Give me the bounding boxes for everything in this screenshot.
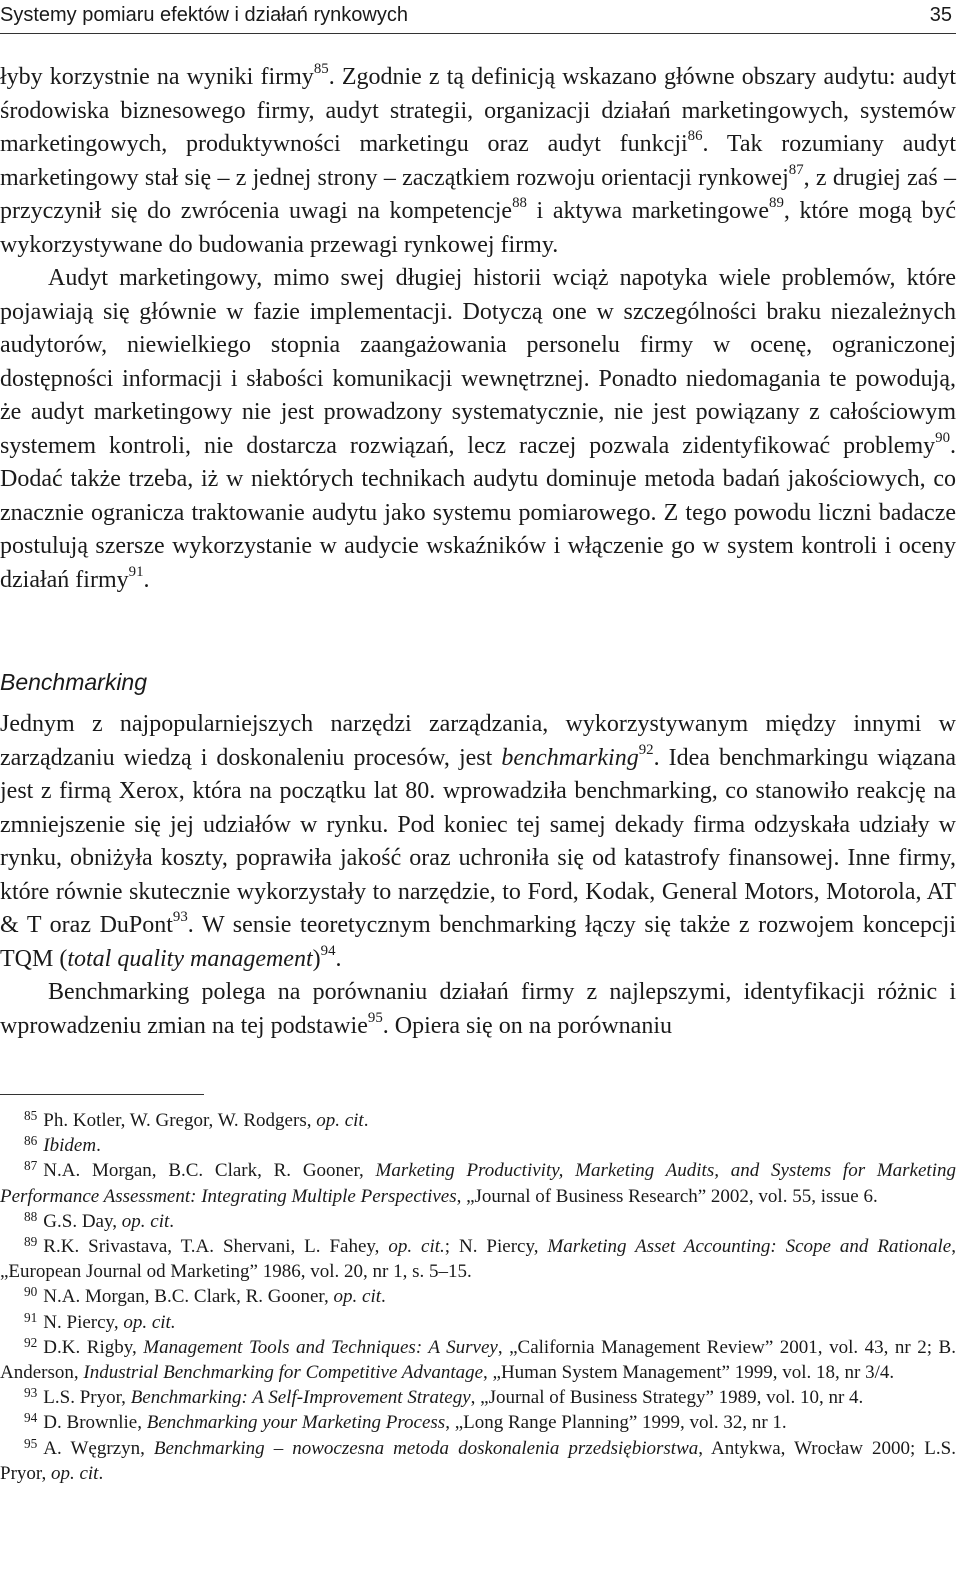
footnote-87: $^{87}$ N.A. Morgan, B.C. Clark, R. Gooner, Marketing Productivity, Marketing Audits, and Systems for Marketing Performance Assessment: Integrating Multiple Perspectives, „Journal of Business Research” 2002, vol. 55, issue 6. [0,1158,956,1207]
paragraph-3: Jednym z najpopularniejszych narzędzi zarządzania, wykorzystywanym między innymi w zarządzaniu wiedzą i doskonaleniu procesów, jest benchmarking$^{92}$. Idea benchmarkingu wiązana jest z firmą Xerox, która na początku lat 80. wprowadziła benchmarking, co stanowiło reakcję na zmniejszenie się jej udziałów w rynku. Pod koniec tej samej dekady firma odzyskała udziały w rynku, obniżyła koszty, poprawiła jakość oraz uchroniła się od katastrofy finansowej. Inne firmy, które równie skutecznie wykorzystały to narzędzie, to Ford, Kodak, General Motors, Motorola, AT & T oraz DuPont$^{93}$. W sensie teoretycznym benchmarking łączy się także z rozwojem koncepcji TQM (total quality management)$^{94}$. [0,711,956,972]
footnote-95: $^{95}$ A. Węgrzyn, Benchmarking – nowoczesna metoda doskonalenia przedsiębiorstwa, Antykwa, Wrocław 2000; L.S. Pryor, op. cit. [0,1435,956,1484]
footnote-ref-95[interactable]: 95 [367,1009,383,1026]
footnote-number: 88 [24,1208,38,1224]
footnote-ref-90[interactable]: 90 [935,429,950,446]
footnote-separator [0,1094,204,1095]
body-text-bottom [0,708,956,1043]
footnote-ref-85[interactable]: 85 [313,60,329,77]
footnote-ref-93[interactable]: 93 [172,908,188,925]
footnote-number: 90 [24,1284,38,1300]
footnote-ref-88[interactable]: 88 [512,194,527,211]
footnote-89: $^{89}$ R.K. Srivastava, T.A. Shervani, L. Fahey, op. cit.; N. Piercy, Marketing Asset Accounting: Scope and Rationale, „European Journal od Marketing” 1986, vol. 20, nr 1, s. 5–15. [0,1234,956,1283]
footnote-ref-91[interactable]: 91 [128,563,144,580]
footnote-ref-89[interactable]: 89 [769,194,784,211]
running-header-title: Systemy pomiaru efektów i działań rynkowych [0,4,408,26]
paragraph-2: Audyt marketingowy, mimo swej długiej historii wciąż napotyka wiele problemów, które pojawiają się głównie w fazie implementacji. Dotyczą one w szczególności braku niezależnych audytorów, niewielkiego stopnia zaangażowania personelu firmy w ocenę, ograniczonej dostępności informacji i słabości komunikacji wewnętrznej. Ponadto niedomagania te powodują, że audyt marketingowy nie jest prowadzony systematycznie, nie jest powiązany z całościowym systemem kontroli, nie dostarcza rozwiązań, lecz raczej pozwala zidentyfikować problemy$^{90}$. Dodać także trzeba, iż w niektórych technikach audytu dominuje metoda badań jakościowych, co znacznie ogranicza traktowanie audytu jako systemu pomiarowego. Z tego powodu liczni badacze postulują szersze wykorzystanie w audycie wskaźników i włączenie go w system kontroli i oceny działań firmy$^{91}$. [0,265,956,593]
footnote-90: $^{90}$ N.A. Morgan, B.C. Clark, R. Gooner, op. cit. [24,1284,386,1308]
footnote-ref-87[interactable]: 87 [788,161,804,178]
footnote-91: $^{91}$ N. Piercy, op. cit. [24,1309,176,1333]
footnote-ref-92[interactable]: 92 [638,741,654,758]
page-number: 35 [929,4,952,26]
footnote-92: $^{92}$ D.K. Rigby, Management Tools and Techniques: A Survey, „California Management Review” 2001, vol. 43, nr 2; B. Anderson, Industrial Benchmarking for Competitive Advantage, „Human System Management” 1999, vol. 18, nr 3/4. [0,1334,956,1384]
running-header [0,0,956,34]
section-heading: Benchmarking [0,669,148,695]
footnote-86: $^{86}$ Ibidem. [24,1133,101,1157]
footnote-number: 95 [24,1435,38,1451]
paragraph-1: łyby korzystnie na wyniki firmy$^{85}$. Zgodnie z tą definicją wskazano główne obszary audytu: audyt środowiska biznesowego firmy, audyt strategii, organizacji działań marketingowych, systemów marketingowych, produktywności marketingu oraz audyt funkcji$^{86}$. Tak rozumiany audyt marketingowy stał się – z jednej strony – zaczątkiem rozwoju orientacji rynkowej$^{87}$, z drugiej zaś – przyczynił się do zwrócenia uwagi na kompetencje$^{88}$ i aktywa marketingowe$^{89}$, które mogą być wykorzystywane do budowania przewagi rynkowej firmy. [0,60,956,258]
footnote-ref-86[interactable]: 86 [687,127,703,144]
footnote-number: 87 [24,1158,38,1174]
footnote-93: $^{93}$ L.S. Pryor, Benchmarking: A Self-Improvement Strategy, „Journal of Business Strategy” 1989, vol. 10, nr 4. [24,1385,864,1409]
footnote-94: $^{94}$ D. Brownlie, Benchmarking your Marketing Process, „Long Range Planning” 1999, vol. 32, nr 1. [24,1410,787,1434]
footnote-number: 93 [24,1385,38,1401]
footnote-number: 85 [24,1108,38,1124]
footnotes [0,1108,956,1486]
paragraph-4: Benchmarking polega na porównaniu działań firmy z najlepszymi, identyfikacji różnic i wprowadzeniu zmian na tej podstawie$^{95}$. Opiera się on na porównaniu [0,979,956,1039]
footnote-number: 89 [24,1234,38,1250]
footnote-number: 94 [24,1410,38,1426]
footnote-number: 86 [24,1133,38,1149]
footnote-85: $^{85}$ Ph. Kotler, W. Gregor, W. Rodgers, op. cit. [24,1108,369,1131]
footnote-ref-94[interactable]: 94 [320,942,336,959]
footnote-88: $^{88}$ G.S. Day, op. cit. [24,1208,175,1232]
footnote-number: 91 [24,1309,38,1325]
footnote-number: 92 [24,1334,38,1350]
body-text-top [0,61,956,597]
